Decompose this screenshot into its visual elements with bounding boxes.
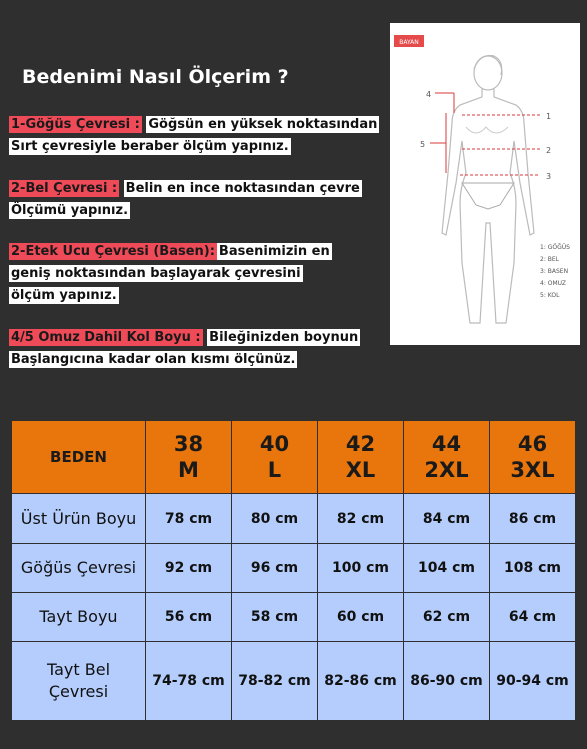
size-chart-table <box>11 420 576 721</box>
instruction-text: Göğsün en yüksek noktasından <box>148 117 378 132</box>
instruction-text: Ölçümü yapınız. <box>11 203 129 218</box>
instruction-text: Sırt çevresiyle beraber ölçüm yapınız. <box>11 139 289 154</box>
table-cell: 58 cm <box>232 593 318 642</box>
marker-3: 3 <box>546 172 552 181</box>
table-cell: 90-94 cm <box>490 642 576 721</box>
instruction-label: 1-Göğüs Çevresi : <box>11 117 140 132</box>
table-cell: 74-78 cm <box>146 642 232 721</box>
instruction-text: Belin en ince noktasından çevre <box>125 181 360 196</box>
header-beden: BEDEN <box>12 421 146 494</box>
row-label: Göğüs Çevresi <box>12 544 146 593</box>
table-cell: 78 cm <box>146 494 232 544</box>
table-cell: 78-82 cm <box>232 642 318 721</box>
instruction-label: 2-Bel Çevresi : <box>11 181 118 196</box>
table-row <box>12 544 576 593</box>
instruction-text: Başlangıcına kadar olan kısmı ölçünüz. <box>11 352 296 367</box>
table-row <box>12 593 576 642</box>
page-title: Bedenimi Nasıl Ölçerim ? <box>22 66 289 88</box>
row-label: Tayt Boyu <box>12 593 146 642</box>
legend-item: 5: KOL <box>540 292 560 299</box>
table-cell: 82-86 cm <box>318 642 404 721</box>
table-cell: 80 cm <box>232 494 318 544</box>
row-label: Tayt Bel Çevresi <box>12 642 146 721</box>
marker-5: 5 <box>420 140 426 149</box>
table-cell: 84 cm <box>404 494 490 544</box>
instruction-sleeve <box>9 327 399 371</box>
table-header-row <box>12 421 576 494</box>
instruction-hip <box>9 241 399 307</box>
table-cell: 64 cm <box>490 593 576 642</box>
table-cell: 108 cm <box>490 544 576 593</box>
table-cell: 82 cm <box>318 494 404 544</box>
header-size-46: 46 3XL <box>490 421 576 494</box>
instruction-text: ölçüm yapınız. <box>11 288 117 303</box>
header-size-40: 40 L <box>232 421 318 494</box>
instruction-chest <box>9 114 399 158</box>
table-cell: 62 cm <box>404 593 490 642</box>
table-cell: 60 cm <box>318 593 404 642</box>
header-size-42: 42 XL <box>318 421 404 494</box>
table-cell: 56 cm <box>146 593 232 642</box>
legend-item: 4: OMUZ <box>540 280 567 287</box>
legend-item: 1: GÖĞÜS <box>540 244 570 251</box>
figure-tag: BAYAN <box>399 39 419 46</box>
header-size-38: 38 M <box>146 421 232 494</box>
table-cell: 92 cm <box>146 544 232 593</box>
header-size-44: 44 2XL <box>404 421 490 494</box>
table-cell: 100 cm <box>318 544 404 593</box>
table-row <box>12 494 576 544</box>
marker-2: 2 <box>546 146 552 155</box>
instruction-text: Basenimizin en <box>218 244 330 259</box>
legend-item: 3: BASEN <box>540 268 569 275</box>
table-cell: 104 cm <box>404 544 490 593</box>
table-cell: 96 cm <box>232 544 318 593</box>
row-label: Üst Ürün Boyu <box>12 494 146 544</box>
body-measurement-figure <box>390 23 580 345</box>
instruction-label: 4/5 Omuz Dahil Kol Boyu : <box>11 330 201 345</box>
legend-item: 2: BEL <box>540 256 559 263</box>
marker-4: 4 <box>426 90 432 99</box>
instruction-label: 2-Etek Ucu Çevresi (Basen): <box>11 244 215 259</box>
table-cell: 86 cm <box>490 494 576 544</box>
table-row <box>12 642 576 721</box>
instruction-text: geniş noktasından başlayarak çevresini <box>11 266 301 281</box>
body-outline-illustration <box>390 23 580 345</box>
instruction-text: Bileğinizden boynun <box>209 330 359 345</box>
instruction-waist <box>9 178 399 222</box>
marker-1: 1 <box>546 112 552 121</box>
table-cell: 86-90 cm <box>404 642 490 721</box>
